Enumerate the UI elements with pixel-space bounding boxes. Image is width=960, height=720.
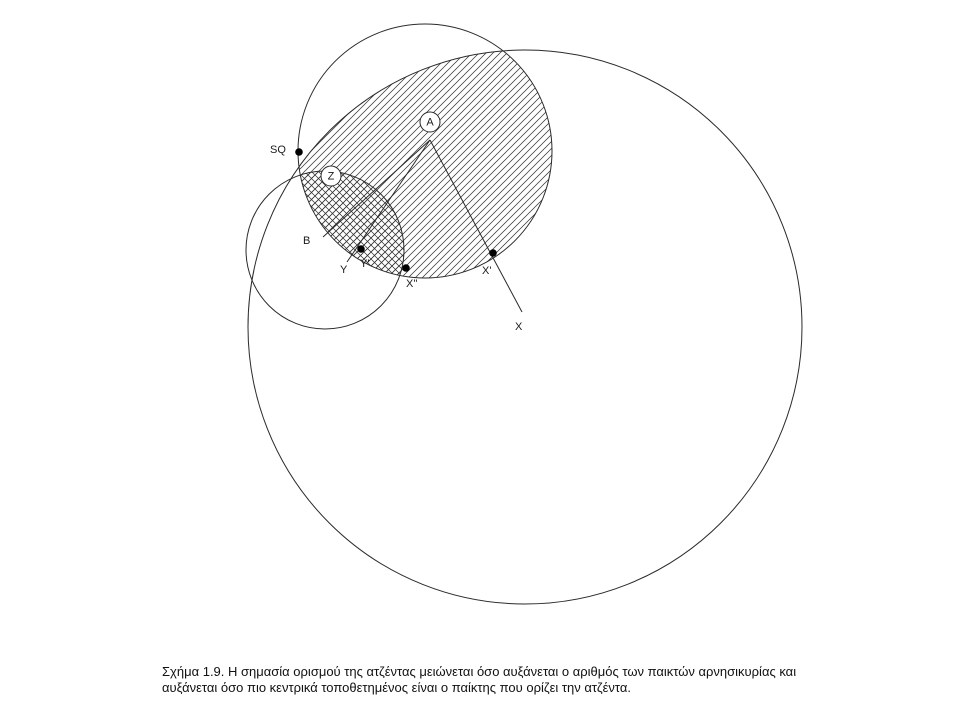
player-y-label: Y: [340, 264, 348, 276]
y-prime-point: [357, 245, 365, 253]
status-quo-label: SQ: [270, 144, 286, 156]
x-double-prime-point: [402, 264, 410, 272]
player-a-label: A: [426, 116, 434, 129]
y-prime-label: Y': [360, 258, 370, 270]
status-quo-point: [295, 148, 303, 156]
player-b-label: B: [303, 235, 311, 247]
x-double-prime-label: X'': [406, 278, 418, 290]
cross-hatched-region: [246, 171, 404, 329]
x-prime-label: X': [482, 265, 492, 277]
player-x-label: X: [515, 321, 523, 333]
x-prime-point: [489, 249, 497, 257]
player-z-label: Z: [327, 170, 335, 183]
figure-caption: Σχήμα 1.9. Η σημασία ορισμού της ατζέντας μειώνεται όσο αυξάνεται ο αριθμός των παικτών αρνησικυρίας και αυξάνεται όσο πιο κεντρικά τοποθετημένος είναι ο παίκτης που ορίζει την ατζέντα.: [162, 664, 797, 695]
